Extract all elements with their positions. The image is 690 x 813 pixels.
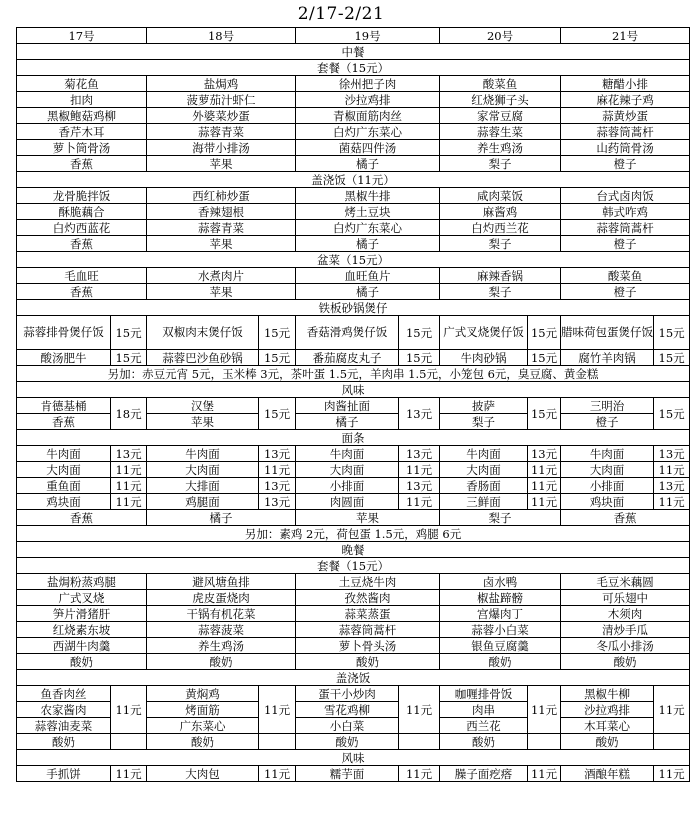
lunch-bowl-item: 苹果 [147,284,296,300]
dinner-set-item: 酸奶 [296,654,440,670]
lunch-set-row [17,156,690,172]
lunch-flavor-item: 汉堡 [147,398,259,414]
lunch-set-item: 外婆菜炒蛋 [147,108,296,124]
dinner-set-item: 酸奶 [440,654,561,670]
dinner-rice-item: 咖喱排骨饭 [440,686,528,702]
lunch-set-item: 蒜蓉青菜 [147,124,296,140]
lunch-pot-price: 15元 [654,316,690,350]
lunch-flavor-label-row [17,382,690,398]
dinner-set-item: 笋片滑猪肝 [17,606,147,622]
lunch-noodle-item: 牛肉面 [17,446,111,462]
dinner-set-row [17,638,690,654]
lunch-pot-price: 15元 [399,350,440,366]
lunch-noodle-row [17,446,690,462]
dinner-flavor-row [17,766,690,782]
lunch-noodle-item: 鸡腿面 [147,494,259,510]
dinner-flavor-label: 风味 [17,750,690,766]
dinner-set-item: 避风塘鱼排 [147,574,296,590]
dinner-set-item: 蒜蓉筒蒿杆 [296,622,440,638]
lunch-noodle-label-row [17,430,690,446]
lunch-noodle-price: 11元 [399,494,440,510]
lunch-pot-item: 双椒肉末煲仔饭 [147,316,259,350]
dinner-rice-price: 11元 [399,686,440,734]
dinner-rice-blank [111,734,147,750]
lunch-set-item: 橘子 [296,156,440,172]
lunch-set-item: 酸菜鱼 [440,76,561,92]
lunch-noodle-row [17,510,690,526]
dinner-set-item: 红烧素东坡 [17,622,147,638]
lunch-pot-item: 蒜蓉巴沙鱼砂锅 [147,350,259,366]
lunch-set-item: 香蕉 [17,156,147,172]
dinner-set-row [17,574,690,590]
lunch-set-item: 菌菇四件汤 [296,140,440,156]
lunch-noodle-item: 香肠面 [440,478,528,494]
dinner-set-item: 蒜蓉菠菜 [147,622,296,638]
lunch-set-item: 盐焗鸡 [147,76,296,92]
lunch-noodle-price: 13元 [259,478,296,494]
lunch-noodle-price: 11元 [111,462,147,478]
lunch-rice-item: 白灼广东菜心 [296,220,440,236]
lunch-rice-label-row [17,172,690,188]
dinner-set-item: 西湖牛肉羹 [17,638,147,654]
lunch-noodle-item: 牛肉面 [440,446,528,462]
dinner-set-item: 盐焗粉蒸鸡腿 [17,574,147,590]
lunch-bowl-item: 血旺鱼片 [296,268,440,284]
lunch-rice-item: 蒜蓉筒蒿杆 [561,220,690,236]
lunch-bowl-item: 橙子 [561,284,690,300]
dinner-rice-label-row [17,670,690,686]
day-header-row [17,28,690,44]
dinner-rice-item: 农家酱肉 [17,702,111,718]
dinner-set-item: 可乐翅中 [561,590,690,606]
dinner-flavor-item: 手抓饼 [17,766,111,782]
dinner-rice-label: 盖浇饭 [17,670,690,686]
lunch-noodle-item: 苹果 [296,510,440,526]
lunch-pot-item: 酸汤肥牛 [17,350,111,366]
lunch-rice-item: 香辣翅根 [147,204,296,220]
dinner-rice-price: 11元 [111,686,147,734]
lunch-noodle-price: 11元 [528,462,561,478]
dinner-rice-price: 11元 [259,686,296,734]
lunch-rice-row [17,188,690,204]
lunch-set-item: 白灼广东菜心 [296,124,440,140]
lunch-noodle-row [17,462,690,478]
lunch-rice-row [17,220,690,236]
dinner-rice-item: 黄焖鸡 [147,686,259,702]
lunch-rice-item: 梨子 [440,236,561,252]
dinner-flavor-item: 糯芋面 [296,766,399,782]
lunch-set-item: 橙子 [561,156,690,172]
lunch-flavor-price: 15元 [259,398,296,430]
dinner-flavor-price: 11元 [528,766,561,782]
lunch-set-item: 菊花鱼 [17,76,147,92]
day-header: 19号 [296,28,440,44]
lunch-pot-label-row [17,300,690,316]
lunch-pot-item: 腊味荷包蛋煲仔饭 [561,316,654,350]
lunch-set-item: 香芹木耳 [17,124,147,140]
lunch-pot-price: 15元 [259,350,296,366]
lunch-flavor-fruit: 梨子 [440,414,528,430]
day-header: 17号 [17,28,147,44]
dinner-rice-row [17,734,690,750]
lunch-set-row [17,76,690,92]
dinner-set-item: 卤水鸭 [440,574,561,590]
lunch-noodle-item: 牛肉面 [147,446,259,462]
lunch-flavor-price: 15元 [528,398,561,430]
lunch-noodle-price: 11元 [111,494,147,510]
dinner-rice-row [17,686,690,702]
lunch-bowl-item: 水煮肉片 [147,268,296,284]
lunch-noodle-item: 肉圆面 [296,494,399,510]
dinner-rice-item: 沙拉鸡排 [561,702,654,718]
lunch-bowl-label-row [17,252,690,268]
lunch-rice-item: 烤土豆块 [296,204,440,220]
dinner-set-item: 酸奶 [17,654,147,670]
lunch-flavor-price: 18元 [111,398,147,430]
lunch-noodle-item: 牛肉面 [296,446,399,462]
lunch-bowl-row [17,268,690,284]
lunch-noodle-price: 13元 [399,446,440,462]
lunch-set-item: 徐州把子肉 [296,76,440,92]
lunch-set-item: 家常豆腐 [440,108,561,124]
lunch-set-label: 套餐（15元） [17,60,690,76]
lunch-noodle-item: 大排面 [147,478,259,494]
lunch-noodle-item: 梨子 [440,510,561,526]
lunch-flavor-price: 13元 [399,398,440,430]
weekly-menu-table [16,27,690,782]
lunch-pot-price: 15元 [528,316,561,350]
lunch-bowl-item: 香蕉 [17,284,147,300]
dinner-set-label-row [17,558,690,574]
lunch-noodle-item: 重鱼面 [17,478,111,494]
lunch-noodle-price: 11元 [399,462,440,478]
lunch-rice-label: 盖浇饭（11元） [17,172,690,188]
lunch-pot-extra-row [17,366,690,382]
dinner-set-item: 银鱼豆腐羹 [440,638,561,654]
lunch-flavor-fruit: 香蕉 [17,414,111,430]
dinner-set-item: 广式叉烧 [17,590,147,606]
lunch-rice-item: 麻酱鸡 [440,204,561,220]
lunch-set-item: 糖醋小排 [561,76,690,92]
dinner-flavor-price: 11元 [399,766,440,782]
lunch-rice-item: 黑椒牛排 [296,188,440,204]
dinner-flavor-item: 大肉包 [147,766,259,782]
lunch-set-item: 梨子 [440,156,561,172]
dinner-set-item: 宫爆肉丁 [440,606,561,622]
lunch-bowl-label: 盆菜（15元） [17,252,690,268]
dinner-rice-blank [259,734,296,750]
dinner-set-item: 养生鸡汤 [147,638,296,654]
day-header: 20号 [440,28,561,44]
lunch-set-item: 麻花辣子鸡 [561,92,690,108]
lunch-noodle-item: 大肉面 [147,462,259,478]
lunch-bowl-item: 毛血旺 [17,268,147,284]
lunch-rice-item: 橘子 [296,236,440,252]
dinner-rice-item: 西兰花 [440,718,528,734]
lunch-label: 中餐 [17,44,690,60]
dinner-rice-blank [654,734,690,750]
dinner-rice-item: 小白菜 [296,718,399,734]
lunch-set-row [17,140,690,156]
dinner-flavor-price: 11元 [654,766,690,782]
lunch-noodle-price: 11元 [111,478,147,494]
lunch-noodle-item: 牛肉面 [561,446,654,462]
dinner-set-item: 木须肉 [561,606,690,622]
lunch-rice-item: 台式卤肉饭 [561,188,690,204]
dinner-set-row [17,654,690,670]
lunch-rice-item: 韩式咋鸡 [561,204,690,220]
lunch-noodle-extra-row [17,526,690,542]
dinner-rice-item: 鱼香肉丝 [17,686,111,702]
lunch-rice-item: 白灼西兰花 [440,220,561,236]
lunch-set-item: 山药筒骨汤 [561,140,690,156]
lunch-flavor-item: 肉酱扯面 [296,398,399,414]
lunch-noodle-item: 小排面 [296,478,399,494]
lunch-pot-item: 广式叉烧煲仔饭 [440,316,528,350]
lunch-noodle-item: 香蕉 [17,510,147,526]
dinner-set-item: 清炒手瓜 [561,622,690,638]
dinner-set-item: 萝卜骨头汤 [296,638,440,654]
lunch-set-item: 红烧狮子头 [440,92,561,108]
lunch-set-item: 扣肉 [17,92,147,108]
dinner-rice-item: 酸奶 [147,734,259,750]
lunch-rice-item: 白灼西蓝花 [17,220,147,236]
dinner-rice-item: 蒜蓉油麦菜 [17,718,111,734]
dinner-set-item: 毛豆米藕圆 [561,574,690,590]
dinner-set-item: 土豆烧牛肉 [296,574,440,590]
lunch-noodle-price: 11元 [528,494,561,510]
lunch-set-label-row [17,60,690,76]
dinner-set-label: 套餐（15元） [17,558,690,574]
lunch-bowl-item: 麻辣香锅 [440,268,561,284]
dinner-rice-item: 木耳菜心 [561,718,654,734]
lunch-flavor-item: 披萨 [440,398,528,414]
dinner-label: 晚餐 [17,542,690,558]
lunch-flavor-item: 三明治 [561,398,654,414]
dinner-set-item: 冬瓜小排汤 [561,638,690,654]
lunch-pot-price: 15元 [654,350,690,366]
lunch-noodle-price: 13元 [528,446,561,462]
lunch-flavor-row [17,398,690,414]
lunch-noodle-label: 面条 [17,430,690,446]
lunch-set-item: 养生鸡汤 [440,140,561,156]
lunch-set-item: 黑椒鲍菇鸡柳 [17,108,147,124]
lunch-rice-item: 酥脆藕合 [17,204,147,220]
dinner-flavor-price: 11元 [111,766,147,782]
lunch-rice-item: 香蕉 [17,236,147,252]
lunch-pot-item: 蒜蓉排骨煲仔饭 [17,316,111,350]
lunch-noodle-item: 鸡块面 [17,494,111,510]
dinner-flavor-label-row [17,750,690,766]
lunch-noodle-item: 大肉面 [17,462,111,478]
dinner-set-row [17,622,690,638]
lunch-flavor-item: 肯德基桶 [17,398,111,414]
dinner-set-item: 酸奶 [147,654,296,670]
dinner-rice-item: 广东菜心 [147,718,259,734]
dinner-set-item: 酸奶 [561,654,690,670]
dinner-rice-blank [528,734,561,750]
lunch-noodle-price: 13元 [259,446,296,462]
lunch-set-item: 海带小排汤 [147,140,296,156]
dinner-rice-item: 黑椒牛柳 [561,686,654,702]
lunch-noodle-price: 11元 [259,462,296,478]
lunch-rice-row [17,204,690,220]
lunch-pot-price: 15元 [259,316,296,350]
lunch-noodle-item: 鸡块面 [561,494,654,510]
day-header: 18号 [147,28,296,44]
lunch-bowl-item: 橘子 [296,284,440,300]
dinner-rice-item: 酸奶 [17,734,111,750]
dinner-rice-blank [399,734,440,750]
lunch-noodle-item: 小排面 [561,478,654,494]
lunch-noodle-price: 11元 [654,462,690,478]
dinner-label-row [17,542,690,558]
lunch-noodle-item: 大肉面 [296,462,399,478]
lunch-noodle-row [17,478,690,494]
lunch-pot-price: 15元 [528,350,561,366]
lunch-noodle-price: 13元 [654,446,690,462]
lunch-set-item: 青椒面筋肉丝 [296,108,440,124]
dinner-set-item: 孜然酱肉 [296,590,440,606]
dinner-rice-item: 肉串 [440,702,528,718]
lunch-set-item: 蒜蓉筒蒿杆 [561,124,690,140]
lunch-rice-item: 西红柿炒蛋 [147,188,296,204]
dinner-set-item: 干锅有机花菜 [147,606,296,622]
lunch-set-row [17,108,690,124]
dinner-set-item: 蒜蓉小白菜 [440,622,561,638]
lunch-rice-item: 苹果 [147,236,296,252]
lunch-pot-row [17,316,690,350]
lunch-set-row [17,92,690,108]
lunch-set-item: 蒜蓉生菜 [440,124,561,140]
dinner-set-item: 蒜菜蒸蛋 [296,606,440,622]
dinner-rice-item: 雪花鸡柳 [296,702,399,718]
menu-title: 2/17-2/21 [297,4,385,24]
lunch-noodle-item: 三鲜面 [440,494,528,510]
lunch-noodle-extra: 另加：素鸡 2元，荷包蛋 1.5元，鸡腿 6元 [17,526,690,542]
lunch-flavor-fruit: 橘子 [296,414,399,430]
lunch-noodle-price: 13元 [654,478,690,494]
lunch-flavor-label: 风味 [17,382,690,398]
lunch-pot-item: 番茄腐皮丸子 [296,350,399,366]
lunch-pot-item: 香菇滑鸡煲仔饭 [296,316,399,350]
lunch-set-item: 沙拉鸡排 [296,92,440,108]
dinner-rice-price: 11元 [528,686,561,734]
lunch-pot-price: 15元 [111,316,147,350]
dinner-rice-item: 酸奶 [561,734,654,750]
lunch-noodle-price: 13元 [111,446,147,462]
dinner-flavor-price: 11元 [259,766,296,782]
lunch-pot-price: 15元 [111,350,147,366]
lunch-rice-item: 橙子 [561,236,690,252]
dinner-rice-item: 酸奶 [296,734,399,750]
lunch-set-row [17,124,690,140]
lunch-rice-item: 龙骨脆拌饭 [17,188,147,204]
lunch-pot-item: 牛肉砂锅 [440,350,528,366]
dinner-rice-price: 11元 [654,686,690,734]
lunch-flavor-fruit: 苹果 [147,414,259,430]
dinner-set-row [17,590,690,606]
lunch-rice-item: 蒜蓉青菜 [147,220,296,236]
lunch-noodle-price: 13元 [259,494,296,510]
lunch-flavor-fruit: 橙子 [561,414,654,430]
lunch-set-item: 苹果 [147,156,296,172]
lunch-pot-item: 腐竹羊肉锅 [561,350,654,366]
lunch-bowl-item: 梨子 [440,284,561,300]
lunch-flavor-price: 15元 [654,398,690,430]
lunch-noodle-item: 大肉面 [440,462,528,478]
lunch-noodle-row [17,494,690,510]
lunch-bowl-item: 酸菜鱼 [561,268,690,284]
lunch-noodle-price: 11元 [528,478,561,494]
lunch-noodle-price: 13元 [399,478,440,494]
day-header: 21号 [561,28,690,44]
dinner-flavor-item: 臊子面疙瘩 [440,766,528,782]
lunch-pot-row [17,350,690,366]
lunch-bowl-row [17,284,690,300]
dinner-set-item: 虎皮蛋烧肉 [147,590,296,606]
dinner-set-item: 椒盐蹄髈 [440,590,561,606]
dinner-rice-item: 酸奶 [440,734,528,750]
lunch-noodle-item: 大肉面 [561,462,654,478]
lunch-noodle-item: 香蕉 [561,510,690,526]
lunch-rice-item: 咸肉菜饭 [440,188,561,204]
dinner-rice-item: 蛋干小炒肉 [296,686,399,702]
lunch-set-item: 萝卜筒骨汤 [17,140,147,156]
lunch-set-item: 蒜黄炒蛋 [561,108,690,124]
dinner-rice-item: 烤面筋 [147,702,259,718]
lunch-pot-label: 铁板砂锅煲仔 [17,300,690,316]
dinner-flavor-item: 酒酿年糕 [561,766,654,782]
dinner-set-row [17,606,690,622]
lunch-label-row [17,44,690,60]
lunch-noodle-item: 橘子 [147,510,296,526]
lunch-rice-row [17,236,690,252]
lunch-noodle-price: 11元 [654,494,690,510]
lunch-set-item: 菠萝茄汁虾仁 [147,92,296,108]
lunch-pot-extra: 另加：赤豆元宵 5元，玉米棒 3元，茶叶蛋 1.5元，羊肉串 1.5元，小笼包 6元，臭豆腐、黄金糕 [17,366,690,382]
lunch-pot-price: 15元 [399,316,440,350]
